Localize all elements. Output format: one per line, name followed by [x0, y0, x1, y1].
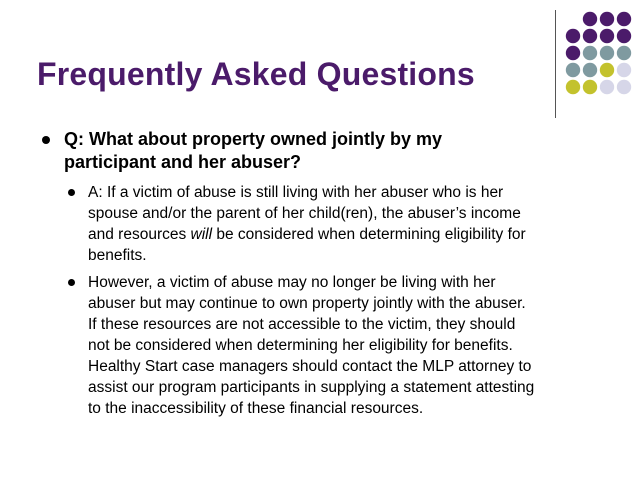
decorative-dot: [617, 12, 631, 26]
however-line-3: If these resources are not accessible to the victim, they should: [88, 316, 516, 333]
question-line-2: participant and her abuser?: [64, 152, 302, 172]
decorative-dot: [600, 46, 614, 60]
decorative-dot: [583, 63, 597, 77]
answer-line-3: [88, 224, 602, 245]
bullet-dot-icon: [68, 279, 75, 286]
slide-body: [42, 128, 602, 419]
decorative-dot: [617, 63, 631, 77]
decorative-dot: [600, 63, 614, 77]
emphasis-will: will: [190, 226, 213, 243]
however-line-1: However, a victim of abuse may no longer be living with her: [88, 274, 496, 291]
decorative-dot: [566, 80, 580, 94]
decorative-divider-line: [555, 10, 556, 118]
however-line-7: to the inaccessibility of these financial resources.: [88, 400, 424, 417]
bullet-dot-icon: [68, 189, 75, 196]
bullet-dot-icon: [42, 136, 50, 144]
slide-title: Frequently Asked Questions: [37, 56, 475, 92]
answer-line-4: benefits.: [88, 247, 147, 264]
decorative-dot: [617, 46, 631, 60]
decorative-dot: [566, 29, 580, 43]
decorative-dot: [617, 29, 631, 43]
decorative-dot: [583, 80, 597, 94]
however-line-6: assist our program participants in supplying a statement attesting: [88, 379, 535, 396]
answer-bullet: [64, 182, 602, 266]
decorative-dot: [600, 12, 614, 26]
decorative-dot: [600, 80, 614, 94]
question-bullet: [42, 128, 602, 174]
decorative-dot: [566, 46, 580, 60]
answer-line-2: spouse and/or the parent of her child(ren), the abuser’s income: [88, 205, 521, 222]
question-line-1: Q: What about property owned jointly by my: [64, 129, 443, 149]
answer-line-3-start: and resources: [88, 226, 191, 243]
answer-line-3-end: be considered when determining eligibility for: [212, 226, 526, 243]
decorative-dot: [566, 63, 580, 77]
decorative-dot: [600, 29, 614, 43]
decorative-dot: [617, 80, 631, 94]
answer-line-1: A: If a victim of abuse is still living with her abuser who is her: [88, 184, 504, 201]
decorative-dot: [583, 29, 597, 43]
however-line-5: Healthy Start case managers should contact the MLP attorney to: [88, 358, 532, 375]
however-line-2: abuser but may continue to own property jointly with the abuser.: [88, 295, 526, 312]
however-line-4: not be considered when determining her eligibility for benefits.: [88, 337, 513, 354]
decorative-dot: [583, 46, 597, 60]
decorative-dot: [583, 12, 597, 26]
however-bullet: [64, 272, 602, 419]
